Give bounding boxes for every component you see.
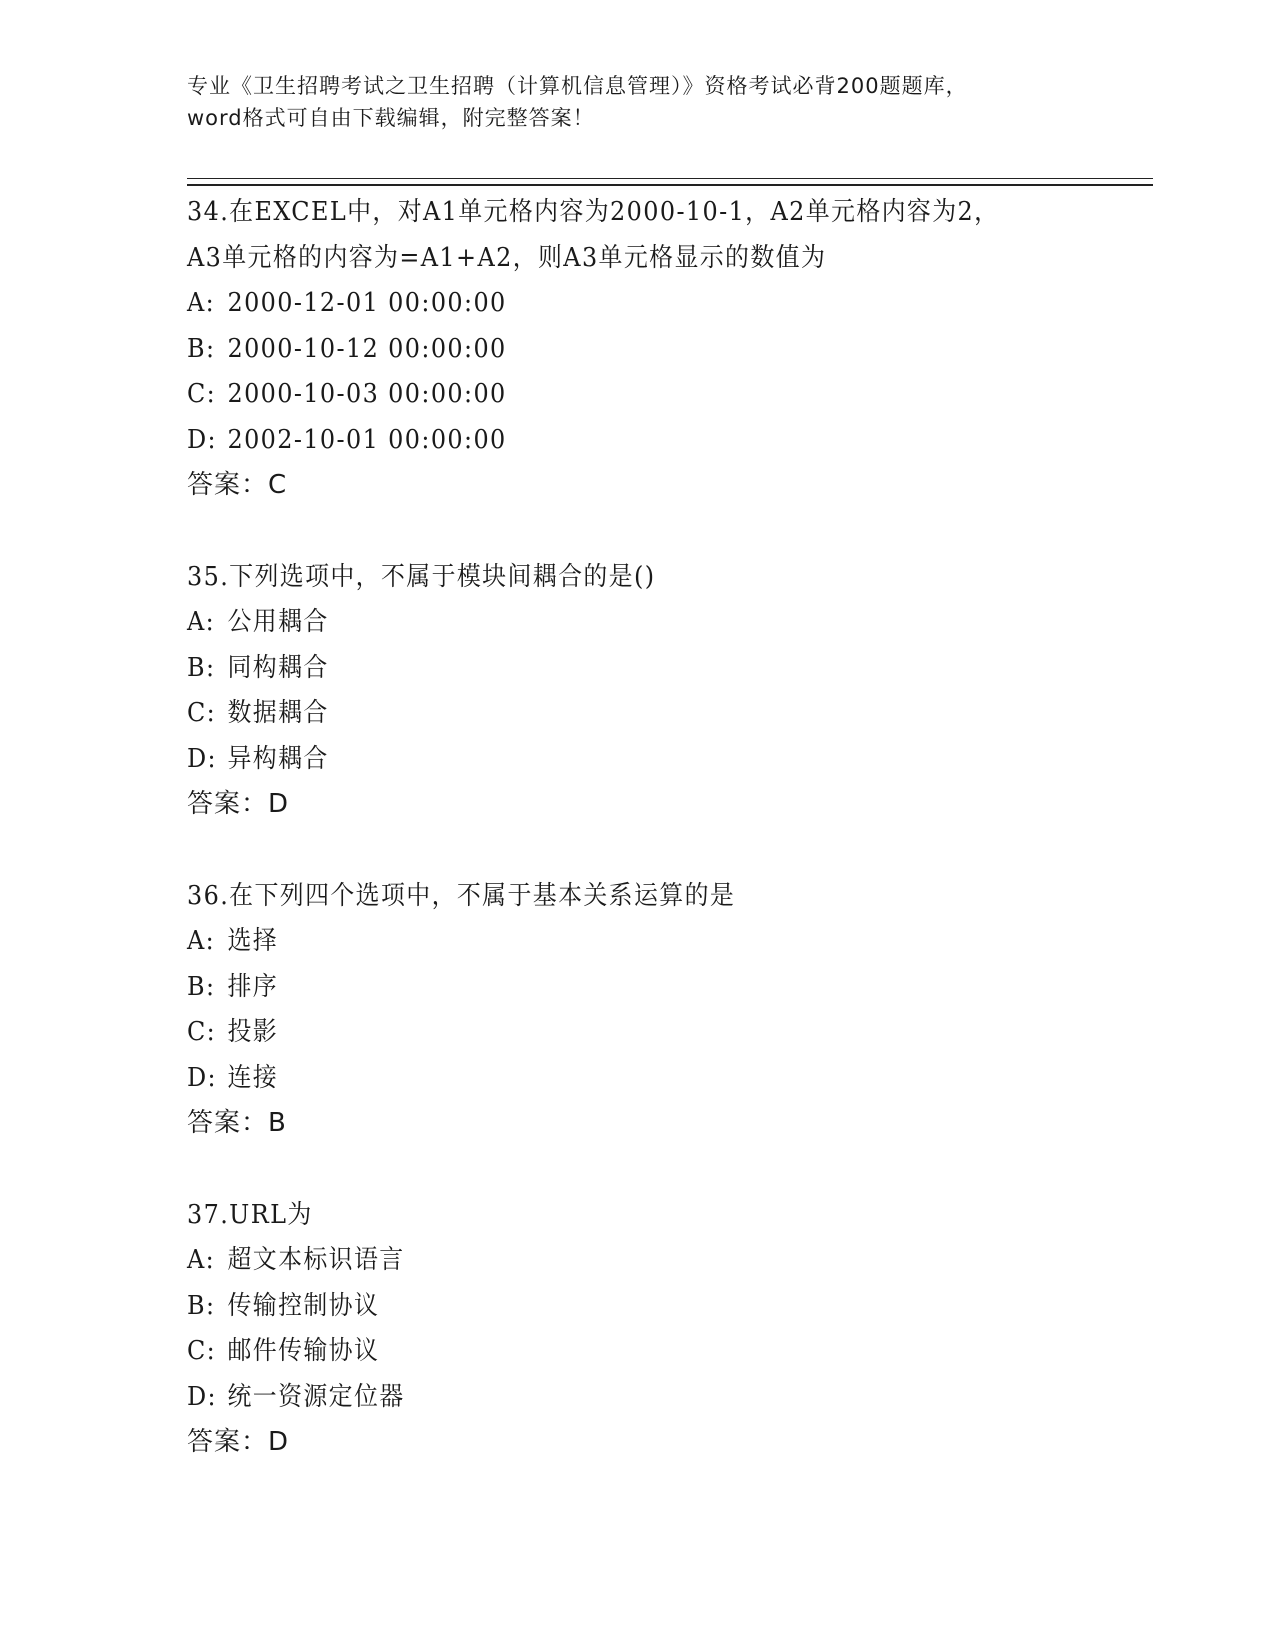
option-letter: A: xyxy=(187,288,216,318)
option-letter: C: xyxy=(187,698,217,728)
option-c xyxy=(187,1010,1070,1056)
option-letter: B: xyxy=(187,652,216,683)
option-text: 数据耦合 xyxy=(227,698,329,728)
answer-line: 答案：D xyxy=(187,789,290,819)
option-d xyxy=(187,1056,1070,1102)
question-list xyxy=(187,190,1147,1512)
option-text: 2002-10-01 00:00:00 xyxy=(227,424,507,455)
option-text: 邮件传输协议 xyxy=(227,1336,380,1366)
option-letter: B: xyxy=(187,971,216,1002)
header-line-1: 专业《卫生招聘考试之卫生招聘（计算机信息管理）》资格考试必背200题题库， xyxy=(187,74,968,98)
option-a xyxy=(187,281,1070,327)
question-stem: 37.URL为 xyxy=(187,1199,313,1230)
question-35 xyxy=(187,555,1147,828)
question-36 xyxy=(187,874,1147,1147)
option-c xyxy=(187,372,1070,418)
option-c xyxy=(187,1329,1070,1375)
option-text: 统一资源定位器 xyxy=(227,1381,405,1412)
option-letter: C: xyxy=(187,379,217,409)
option-text: 2000-10-03 00:00:00 xyxy=(227,379,507,409)
option-letter: D: xyxy=(187,1062,218,1093)
option-letter: D: xyxy=(187,424,218,455)
answer-line: 答案：C xyxy=(187,470,288,500)
option-text: 投影 xyxy=(227,1017,279,1047)
option-text: 连接 xyxy=(227,1062,279,1093)
option-letter: A: xyxy=(187,607,216,637)
option-letter: D: xyxy=(187,1381,218,1412)
option-c xyxy=(187,691,1070,737)
option-text: 选择 xyxy=(227,926,279,956)
option-letter: B: xyxy=(187,333,216,364)
document-header xyxy=(187,70,1087,134)
option-letter: D: xyxy=(187,743,218,774)
option-letter: A: xyxy=(187,1245,216,1275)
answer-line: 答案：B xyxy=(187,1108,287,1138)
answer-line: 答案：D xyxy=(187,1427,290,1457)
option-d xyxy=(187,418,1070,464)
option-b xyxy=(187,965,1070,1011)
option-letter: C: xyxy=(187,1017,217,1047)
option-b xyxy=(187,1284,1070,1330)
option-letter: A: xyxy=(187,926,216,956)
option-text: 排序 xyxy=(227,971,279,1002)
option-letter: C: xyxy=(187,1336,217,1366)
option-d xyxy=(187,737,1070,783)
option-text: 同构耦合 xyxy=(227,652,329,683)
question-34 xyxy=(187,190,1147,509)
option-text: 2000-12-01 00:00:00 xyxy=(227,288,507,318)
option-b xyxy=(187,327,1070,373)
header-line-2: word格式可自由下载编辑，附完整答案！ xyxy=(187,106,595,130)
question-stem: 34.在EXCEL中，对A1单元格内容为2000-10-1，A2单元格内容为2， xyxy=(187,197,1000,227)
option-text: 公用耦合 xyxy=(227,607,329,637)
question-stem: 35.下列选项中，不属于模块间耦合的是() xyxy=(187,561,656,592)
option-a xyxy=(187,919,1070,965)
option-text: 超文本标识语言 xyxy=(227,1245,405,1275)
option-letter: B: xyxy=(187,1290,216,1321)
question-37 xyxy=(187,1193,1147,1466)
question-stem-continued: A3单元格的内容为=A1+A2，则A3单元格显示的数值为 xyxy=(187,242,827,273)
question-stem: 36.在下列四个选项中，不属于基本关系运算的是 xyxy=(187,880,736,911)
header-divider xyxy=(187,178,1153,186)
option-text: 传输控制协议 xyxy=(227,1290,380,1321)
option-a xyxy=(187,600,1070,646)
option-a xyxy=(187,1238,1070,1284)
option-b xyxy=(187,646,1070,692)
option-d xyxy=(187,1375,1070,1421)
option-text: 异构耦合 xyxy=(227,743,329,774)
option-text: 2000-10-12 00:00:00 xyxy=(227,333,507,364)
